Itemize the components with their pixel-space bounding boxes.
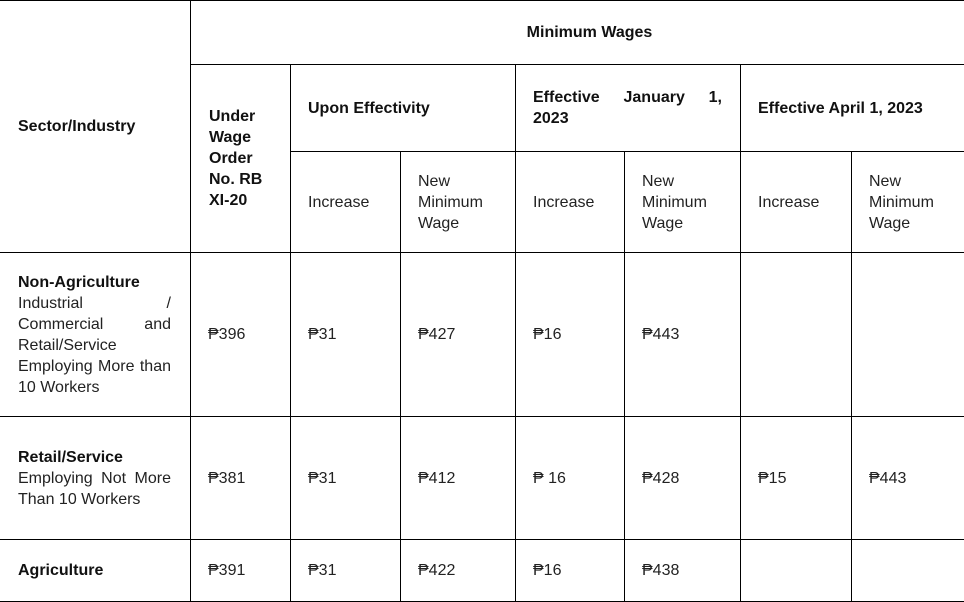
- sector-name: Retail/Service: [18, 448, 123, 466]
- sector-name: Non-Agriculture: [18, 273, 140, 291]
- header-apr-new-wage: New Minimum Wage: [852, 152, 964, 253]
- apr-increase-value: [741, 540, 852, 602]
- sector-name: Agriculture: [18, 562, 104, 579]
- table-row: [0, 540, 964, 602]
- upon-increase-value: ₱31: [291, 253, 401, 417]
- table-row: [0, 253, 964, 417]
- jan-increase-value: ₱16: [516, 540, 625, 602]
- header-effective-apr-2023: Effective April 1, 2023: [741, 65, 964, 152]
- header-upon-effectivity: Upon Effectivity: [291, 65, 516, 152]
- sector-description: Industrial / Commercial and Retail/Service Employing More than 10 Workers: [18, 294, 171, 396]
- upon-increase-value: ₱31: [291, 540, 401, 602]
- jan-increase-value: ₱16: [516, 253, 625, 417]
- sector-cell: [0, 253, 191, 417]
- header-sector-industry: Sector/Industry: [0, 1, 191, 253]
- upon-new-wage-value: ₱427: [401, 253, 516, 417]
- sector-description: Employing Not More Than 10 Workers: [18, 469, 171, 508]
- apr-new-wage-value: [852, 253, 964, 417]
- header-upon-increase: Increase: [291, 152, 401, 253]
- header-minimum-wages: Minimum Wages: [191, 1, 964, 65]
- upon-increase-value: ₱31: [291, 417, 401, 540]
- header-apr-increase: Increase: [741, 152, 852, 253]
- apr-new-wage-value: ₱443: [852, 417, 964, 540]
- sector-cell: [0, 417, 191, 540]
- upon-new-wage-value: ₱422: [401, 540, 516, 602]
- apr-increase-value: ₱15: [741, 417, 852, 540]
- under-wage-order-value: ₱391: [191, 540, 291, 602]
- header-jan-new-wage: New Minimum Wage: [625, 152, 741, 253]
- header-under-wage-order: Under Wage Order No. RB XI-20: [191, 65, 291, 253]
- header-effective-jan-2023: Effective January 1, 2023: [516, 65, 741, 152]
- jan-increase-value: ₱ 16: [516, 417, 625, 540]
- jan-new-wage-value: ₱438: [625, 540, 741, 602]
- jan-new-wage-value: ₱443: [625, 253, 741, 417]
- header-row-1: [0, 1, 964, 65]
- header-jan-increase: Increase: [516, 152, 625, 253]
- under-wage-order-value: ₱396: [191, 253, 291, 417]
- table-row: [0, 417, 964, 540]
- jan-new-wage-value: ₱428: [625, 417, 741, 540]
- apr-new-wage-value: [852, 540, 964, 602]
- apr-increase-value: [741, 253, 852, 417]
- under-wage-order-value: ₱381: [191, 417, 291, 540]
- header-upon-new-wage: New Minimum Wage: [401, 152, 516, 253]
- upon-new-wage-value: ₱412: [401, 417, 516, 540]
- sector-cell: [0, 540, 191, 602]
